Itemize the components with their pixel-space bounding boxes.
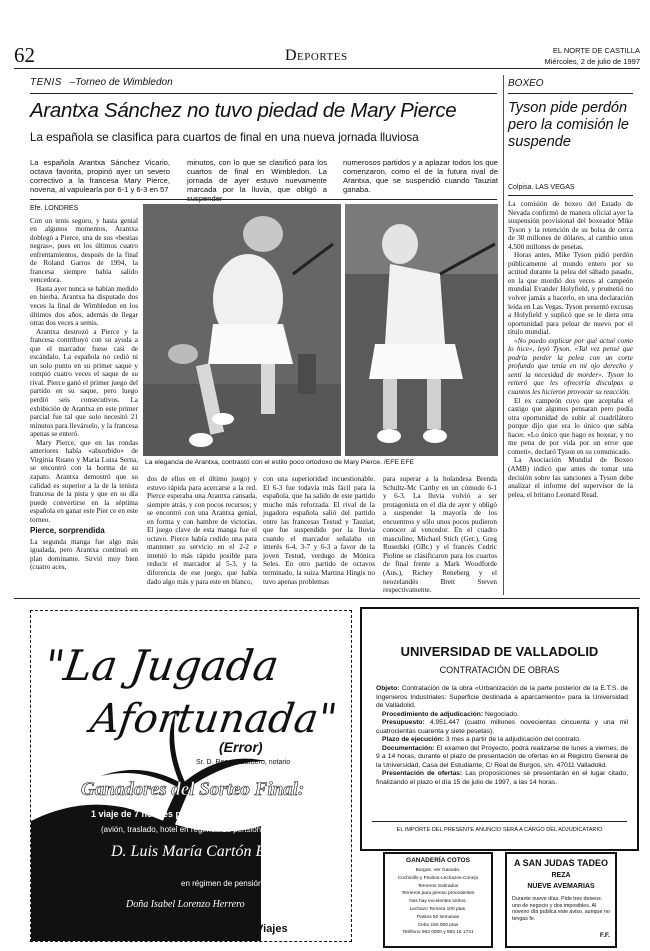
body-paragraph: Hasta ayer nunca se habían medido en hierba. Arantxa ha disputado dos veces la final de Wimbledon en los últimos dos años, además de llegar otras dos veces a semis.: [30, 284, 138, 328]
side-paragraph: La Asociación Mundial de Boxeo (AMB) indicó que antes de tomar una decisión sobre las sanciones a Tyson debe analizar el informe del supervisor de la pelea, el britano Leonard Read.: [508, 456, 633, 499]
ganaderia-ad: [383, 852, 493, 948]
body-paragraph: Con un tenis seguro, y hasta genial en algunos momentos, Arantxa doblegó a Pierce, una de sus «bestias negras», pues en los últimos cuatro enfrentamientos, después de la final de Roland Garros de 1994, la francesa siempre había salido vencedora.: [30, 216, 138, 285]
prayer-title: A SAN JUDAS TADEO: [513, 858, 608, 868]
lead-column-2: [187, 158, 327, 203]
ganaderia-line: Terneros Sobrados: [417, 883, 459, 889]
term-text: 3 mes a partir de la adjudicación del contrato.: [445, 736, 581, 743]
side-kicker: BOXEO: [508, 78, 544, 89]
san-judas-ad: [505, 852, 617, 948]
ganaderia-title: GANADERÍA COTOS: [406, 857, 470, 864]
university-subtitle: CONTRATACIÓN DE OBRAS: [439, 665, 560, 675]
lottery-title-2: Afortunada": [87, 696, 340, 742]
kicker-topic: –Torneo de Wimbledon: [69, 77, 173, 88]
procedure-text: Negociado.: [484, 710, 519, 718]
ganaderia-lines: [388, 867, 488, 937]
university-footer: EL IMPORTE DEL PRESENTE ANUNCIO SERÁ A CARGO DEL ADJUDICATARIO: [396, 827, 603, 833]
lottery-prize: 1 viaje de 7 noches para 2 personas al Caribe: [91, 809, 286, 819]
lead-column-3: [343, 158, 498, 194]
body-column-4: [383, 475, 497, 595]
ganaderia-line: Teléfono 983 0000 y 983 16 1741: [402, 930, 474, 936]
side-headline: Tyson pide perdón pero la comisión le suspende: [508, 100, 629, 150]
lottery-ad: [30, 610, 352, 942]
prayer-text: Durante nueve días. Pide tres deseos: uno de negocio y dos imposibles. Al noveno día publica este aviso, aunque no tengas fe.: [512, 896, 610, 922]
ganaderia-line: Nos hay excelentes toritos.: [409, 899, 467, 905]
article-headline: Arantxa Sánchez no tuvo piedad de Mary Pierce: [30, 99, 457, 122]
ganaderia-line: Burgos. Ver Ganado.: [415, 868, 461, 873]
university-body: [376, 685, 628, 835]
procedure-label: Procedimiento de adjudicación:: [382, 710, 484, 718]
lottery-extra: en régimen de pensión completa): [181, 879, 300, 888]
body-paragraph: dos de ellos en el último juego) y estuvo rápida para acercarse a la red. Pierce esperaba una Arantxa cansada, siempre atrás, y con pocos recursos; y se encontró con una Arantxa genial, en forma y con hambre de victorias. El juego clave de esta manga fue el octavo. Pierce había cedido una para mantener su servicio en el 2-2 e intentó lo más rápido posible para reducir el marcador al 5-3, y la diferencia de ese juego, que había dado algo más y para este en blanco,: [147, 475, 257, 586]
ads-top-rule: [14, 598, 640, 599]
photo-arantxa: [143, 204, 341, 456]
side-paragraph: La comisión de boxeo del Estado de Nevada confirmó de manera oficial ayer la suspensión provisional del boxeador Mike Tyson y la retención de su bolsa de cerca de 30 millones de dólares, al cambio unos 4.500 millones de pesetas.: [508, 200, 633, 251]
ganaderia-line: Cochinillo y Pavitos-Lechazos-Conejo: [397, 875, 479, 881]
body-paragraph: La segunda manga fue algo más igualada, pero Arantxa continuó en plan dominante. Sirvió muy bien (cuatro aces,: [30, 537, 138, 572]
budget-text: 4.951.447 (cuatro millones novecientas cincuenta y una mil cuatrocientas cuarenta y siete pesetas).: [376, 719, 629, 735]
side-paragraph: «No puedo explicar por qué actué como lo hice», leyó Tyson. «Tal vez pensé que podría perder la pelea con un corte profundo que tenía en mi ojo derecho y sentí la necesidad de morder». Tyson lo reiteró que les ofrecería disculpas a cuantos les hicieron provocar su reacción.: [508, 336, 633, 397]
prayer-initials: F.F.: [599, 932, 610, 939]
lottery-detail: (avión, traslado, hotel en régimen de pensión completa): [101, 825, 299, 834]
body-column-1: [30, 205, 138, 589]
budget-label: Presupuesto:: [382, 719, 425, 726]
prayer-avemarias: NUEVE AVEMARIAS: [527, 883, 595, 890]
publication-name: EL NORTE DE CASTILLA: [552, 46, 640, 55]
offers-label: Presentación de ofertas:: [382, 770, 463, 777]
lottery-brand: Viajes: [256, 923, 288, 935]
publication-date: Miércoles, 2 de julio de 1997: [544, 57, 640, 66]
prayer-reza: REZA: [551, 872, 571, 879]
lead-text-2: minutos, con lo que se clasificó para los cuartos de final en Wimbledon. La jornada de ayer estuvo nuevamente marcada por la lluvia, que obligó a: [187, 158, 327, 194]
ganaderia-line: Terneros para pienso procedentes: [401, 891, 475, 897]
side-byline: Colpisa. LAS VEGAS: [508, 184, 575, 191]
article-subhead: La española se clasifica para cuartos de final en una nueva jornada lluviosa: [30, 131, 419, 144]
side-paragraph: Horas antes, Mike Tyson pidió perdón públicamente al mundo entero por su actitud durante la pelea del sábado pasado, en la que mordió dos veces al campeón mundial Evander Holyfield, y prometió no volver jamás a hacerlo, en una declaración leída en Las Vegas. Tyson presentó excusas a Holyfield y suplicó que se le diera otra oportunidad para pelear de nuevo por el título mundial.: [508, 251, 633, 337]
ganaderia-line: Pastos 50 semanas: [416, 914, 460, 920]
side-body: [508, 200, 633, 590]
lottery-winner-2: Doña Isabel Lorenzo Herrero: [126, 899, 245, 910]
university-title: UNIVERSIDAD DE VALLADOLID: [400, 644, 599, 659]
lead-text-1: La española Arantxa Sánchez Vicario, octava favorita, propinó ayer un severo correctivo a la francesa Mary Pierce, novena, al vapulearla por 6-1 y 6-3 en 57: [30, 158, 170, 194]
byline: Efe. LONDRES: [30, 205, 79, 212]
body-paragraph: Arantxa destrozó a Pierce y la francesa contribuyó con su ayuda a que el marcador fuese casi de escándalo. La española no cedió ni un solo punto en su primer saque y rompió cuatro veces el saque de su rival. Pierce ganó el primer juego del partido en su saque, pero luego perdió seis consecutivos. La exhibición de Arantxa en este primer parcial fue tal que solo necesitó 21 minutos para llevárselo, y la francesa apenas se enteró.: [30, 327, 138, 439]
university-footer-rule: [372, 821, 627, 822]
pierce-figure: [345, 204, 498, 456]
object-text: Contratación de la obra «Urbanización de la parte posterior de la E.T.S. de Ingenieros Industriales: Superficie destinada a aparcamiento» para la Universidad de Valladolid.: [376, 685, 628, 709]
section-title: Deportes: [285, 47, 348, 64]
body-paragraph: con una superioridad incuestionable. El 6-3 fue todavía más fácil para la española, que ha salido de este partido mucho más reforzada. El rival de la jugadora española salió del partido entre las francesas Testud y Tauziat, que fue suspendido por la lluvia cuando el marcador señalaba un interés 6-4, 3-7 y 6-3 a favor de la joven Testud, verdugo de Mónica Seles. En otro partido de octavos terminado, la suiza Martina Hingis no tuvo apenas problemas: [263, 475, 375, 586]
lead-column-1: [30, 158, 170, 194]
lottery-notary: Sr. D. Renato Barbero, notario: [196, 759, 291, 766]
doc-label: Documentación:: [382, 744, 435, 752]
column-divider: [503, 75, 504, 595]
lottery-winner: D. Luis María Cartón Bermejo: [111, 843, 310, 860]
side-kicker-rule: [508, 93, 633, 94]
lottery-error: (Error): [219, 739, 263, 755]
arantxa-figure: [143, 204, 341, 456]
lead-text-3: numerosos partidos y a aplazar todos los que comenzaron, como el de la futura rival de Arantxa, que se suspendió cuando Tauziat ganaba.: [343, 158, 498, 194]
ganaderia-line: Cebo 150.000 ptas: [417, 922, 459, 928]
kicker-rule: [30, 93, 497, 94]
offers-text: Las proposiciones se presentarán en el lugar citado, finalizando el plazo el día 15 de julio de 1997, a las 14 horas.: [376, 770, 629, 786]
body-paragraph: Mary Pierce, que en las rondas anteriores había «absorbido» de Virginia Ruano y María Luisa Serna, se encontró con la horma de su zapato. Arantxa demostró que su calidad es superior a la de la tenista francesa de la pista y que en su día puede convertirse en la séptima española en ganar este Pier ce en este torneo.: [30, 438, 138, 524]
article-kicker: [30, 77, 173, 88]
lottery-title-1: "La Jugada: [41, 641, 282, 690]
ganaderia-line: Lechazo Ternera 100 ptas.: [409, 906, 467, 912]
subheading-pierce: Pierce, sorprendida: [30, 526, 105, 536]
body-column-2: [147, 475, 257, 589]
photo-pierce: [345, 204, 498, 456]
doc-text: El examen del Proyecto, podrá realizarse de lunes a viernes, de 9 a 14 horas, durante el plazo de presentación de ofertas en el Registro General de la Universidad, Casa del Estudiante, C/ Real de Burgos, s/n. 47011 Valladolid.: [376, 744, 628, 769]
body-column-3: [263, 475, 375, 589]
body-paragraph: para superar a la holandesa Brenda Schultz-Mc Carthy en un cómodo 6-1 y 6-3. La lluvia volvió a ser protagonista en el día de ayer y obligó a suspender la mayoría de los encuentros y sólo unos pocos pudieron conocer al vencedor. En el cuadro masculino, Michael Stich (Ger.), Greg Rusedski (GBr.) y el francés Cedric Pioline se clasificaron para los cuartos de final frente a Mark Woodforde (Aus.), Richey Reneberg y el neozelandés Brett Steven respectivamente.: [383, 475, 497, 595]
side-paragraph: El ex campeón cuyo que aceptaba el castigo que algunos pensaran pero podía otra oportunidad de subir al cuadrilátero porque dijo que era lo único que sabía hacer. «Lo único que hago es boxear, y no me pena de por vida por un error que cometí», declaró Tyson en su comunicado.: [508, 396, 633, 456]
kicker-category: TENIS: [30, 77, 62, 88]
header-rule: [14, 68, 640, 69]
lead-rule: [30, 199, 497, 200]
photo-caption: La elegancia de Arantxa, contrastó con el estilo poco ortodoxo de Mary Pierce. /EFE EFE: [145, 459, 415, 466]
palm-tree-graphic: [31, 611, 351, 941]
side-byline-rule: [508, 195, 633, 196]
university-ad: [360, 607, 639, 851]
object-label: Objeto:: [376, 685, 400, 692]
page-number: 62: [14, 43, 35, 67]
term-label: Plazo de ejecución:: [382, 736, 445, 743]
lottery-draw: Ganadores del Sorteo Final:: [81, 779, 305, 800]
